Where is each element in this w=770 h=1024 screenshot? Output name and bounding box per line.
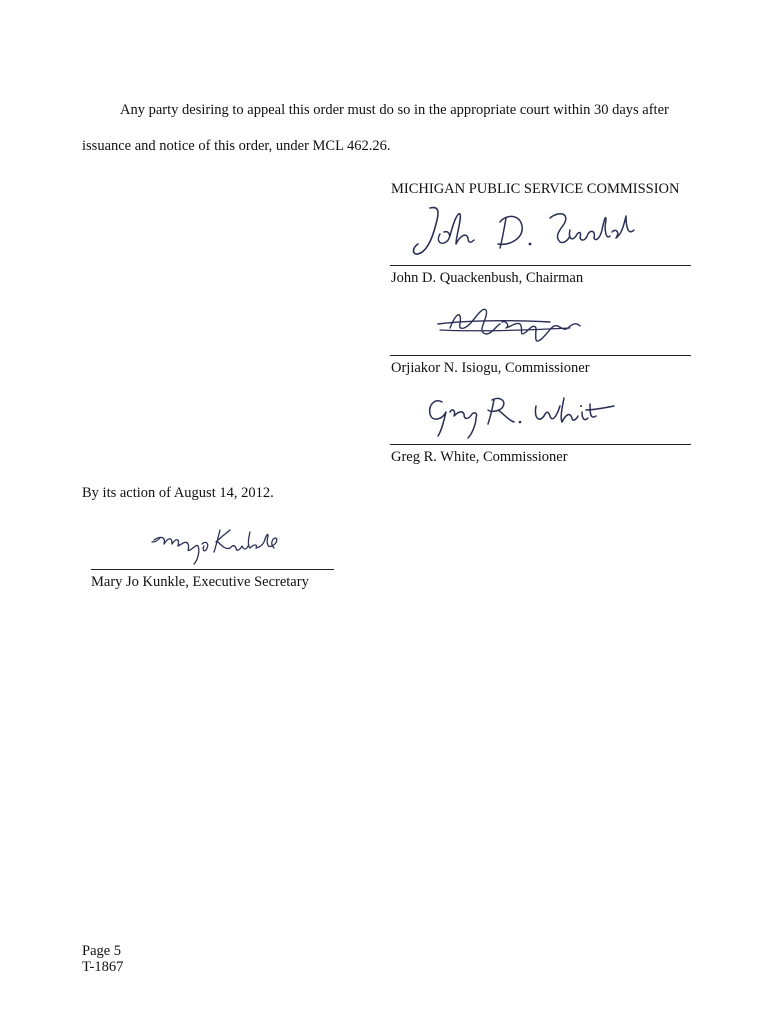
signatory-kunkle: Mary Jo Kunkle, Executive Secretary [91,574,309,590]
signatory-isiogu: Orjiakor N. Isiogu, Commissioner [391,360,590,376]
signatory-white: Greg R. White, Commissioner [391,449,568,465]
signature-white [418,386,628,440]
signature-quackenbush [410,200,650,262]
signature-line-isiogu [390,355,691,356]
commission-heading: MICHIGAN PUBLIC SERVICE COMMISSION [391,181,680,197]
action-statement: By its action of August 14, 2012. [82,485,274,501]
signature-line-kunkle [91,569,334,570]
body-paragraph-line-2: issuance and notice of this order, under MCL 462.26. [82,138,391,154]
signatory-quackenbush: John D. Quackenbush, Chairman [391,270,584,286]
page-number: Page 5 [82,943,122,959]
signature-isiogu [430,298,600,348]
signature-line-white [390,444,691,445]
signature-line-quackenbush [390,265,691,266]
document-code: T-1867 [82,959,124,975]
body-paragraph-line-1: Any party desiring to appeal this order must do so in the appropriate court within 30 days after [120,102,669,118]
signature-kunkle [150,522,290,566]
